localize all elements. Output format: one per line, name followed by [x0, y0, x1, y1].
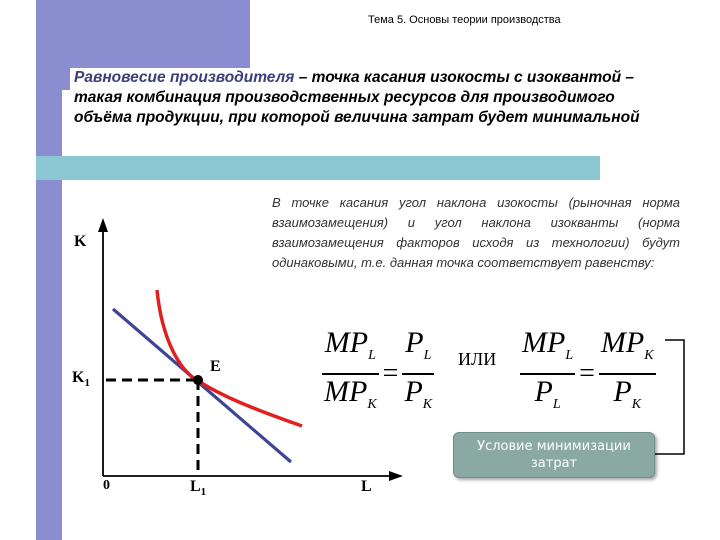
formula1-left-fraction: $\frac{MP_L}{MP_K}$	[324, 326, 377, 412]
y-axis-arrow	[98, 218, 108, 232]
formula1-equals: =	[382, 358, 399, 389]
point-e-label: E	[210, 358, 221, 375]
formula2-left-fraction: $\frac{MP_L}{P_L}$	[522, 326, 574, 412]
l1-label-sub: 1	[200, 486, 207, 499]
k1-label-sub: 1	[84, 377, 90, 390]
slide-header-title: Тема 5. Основы теории производства	[368, 14, 561, 26]
x-axis-arrow	[389, 471, 403, 481]
definition-term: Равновесие производителя	[74, 69, 295, 86]
formula-mp-ratio-equals-price-ratio	[322, 326, 434, 422]
connector-line	[655, 340, 684, 454]
y-axis-label: K	[74, 233, 87, 250]
tangency-note: В точке касания угол наклона изокосты (рыночная норма взаимозамещения) и угол наклона изокванты (норма взаимозамещения факторов исходя из технологии) будут одинаковыми, т.е. данная точка соответствует равенству:	[272, 195, 680, 270]
l1-label	[190, 478, 206, 498]
origin-label: 0	[103, 478, 110, 493]
formula2-equals: =	[579, 358, 595, 389]
definition-rest: – точка касания изокосты с изоквантой – такая комбинация производственных ресурсов для производимого объёма продукции, при которой величина затрат будет минимальной	[74, 69, 640, 126]
formula-mp-per-price-equal	[520, 326, 656, 422]
formula2-right-fraction: $\frac{MP_K}{P_K}$	[600, 326, 654, 412]
formula1-right-fraction: $\frac{P_L}{P_K}$	[404, 326, 433, 412]
x-axis-label: L	[361, 478, 372, 495]
k1-label-main: K	[72, 369, 85, 386]
isoquant-curve	[157, 290, 302, 426]
or-label: ИЛИ	[458, 349, 497, 369]
isocost-line	[113, 309, 291, 462]
equilibrium-point	[193, 375, 203, 385]
cost-minimization-condition-box	[453, 432, 655, 478]
condition-box-text: Условие минимизации затрат	[477, 439, 631, 471]
l1-label-main: L	[190, 478, 201, 495]
k1-label	[72, 369, 90, 389]
